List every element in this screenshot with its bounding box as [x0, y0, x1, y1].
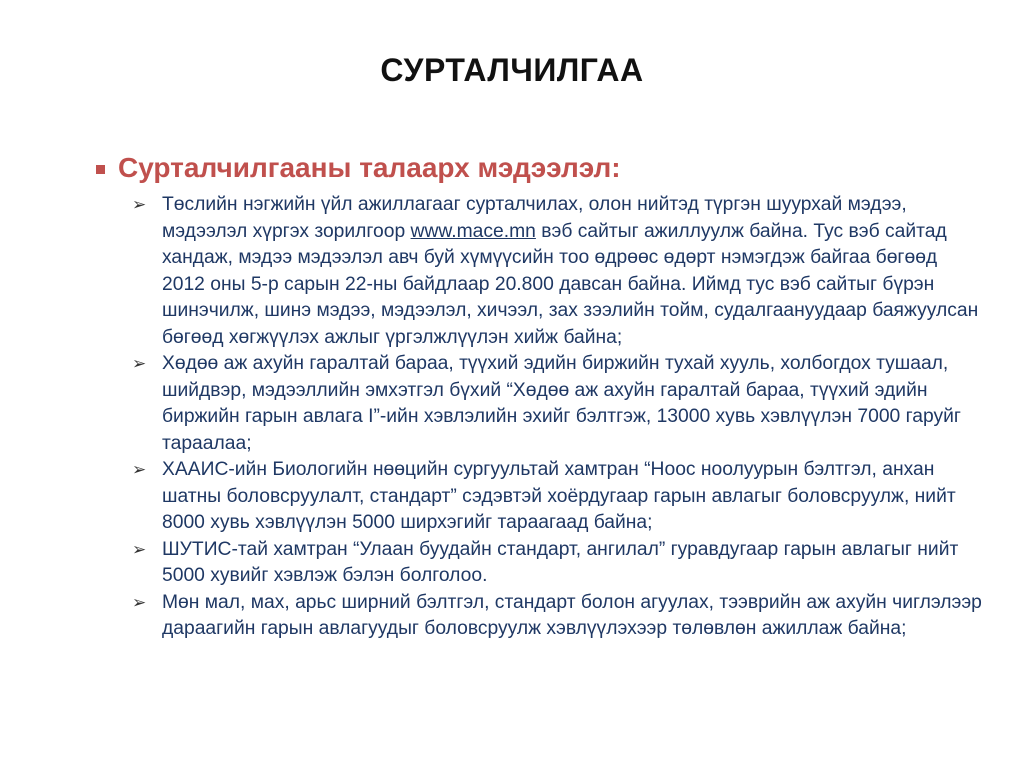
- list-item-text: ШУТИС-тай хамтран “Улаан буудайн стандарт, ангилал” гуравдугаар гарын авлагыг нийт 5000 хувийг хэвлэж бэлэн болголоо.: [162, 538, 959, 586]
- arrow-bullet-icon: ➢: [132, 592, 147, 612]
- list-item: [132, 457, 992, 537]
- list-item-text-before: Төслийн нэгжийн үйл ажиллагааг сурталчилах, олон нийтэд түргэн шуурхай мэдээ, мэдээлэл хүргэх зорилгоор: [162, 194, 907, 242]
- list-item-text-after: вэб сайтыг ажиллуулж байна. Тус вэб сайтад хандаж, мэдээ мэдээлэл авч буй хүмүүсийн тоо өдрөөс өдөрт нэмэгдэж байгаа бөгөөд 2012 оны 5-р сарын 22-ны байдлаар 20.800 давсан байна. Иймд тус вэб сайтыг бүрэн шинэчилж, шинэ мэдээ, мэдээлэл, хичээл, зах зээлийн тойм, судалгаануудаар баяжуулсан бөгөөд хөгжүүлэх ажлыг үргэлжлүүлэн хийж байна;: [162, 220, 979, 348]
- list-item: [132, 537, 992, 590]
- list-item: [132, 590, 992, 643]
- website-link[interactable]: www.mace.mn: [410, 220, 536, 242]
- section-heading-row: [96, 152, 621, 184]
- list-item: [132, 192, 992, 351]
- list-item-text: [162, 192, 982, 351]
- arrow-bullet-icon: ➢: [132, 195, 147, 214]
- list-item-text: ХААИС-ийн Биологийн нөөцийн сургуультай хамтран “Ноос ноолуурын бэлтгэл, анхан шатны боловсруулалт, стандарт” сэдэвтэй хоёрдугаар гарын авлагыг боловсруулж, нийт 8000 хувь хэвлүүлэн 5000 ширхэгийг тараагаад байна;: [162, 459, 956, 533]
- arrow-bullet-icon: ➢: [132, 460, 147, 479]
- bullet-list: [132, 192, 992, 643]
- list-item: [132, 351, 992, 457]
- list-item-text: Мөн мал, мах, арьс ширний бэлтгэл, стандарт болон агуулах, тээврийн аж ахуйн чиглэлээр дараагийн гарын авлагуудыг боловсруулж хэвлүүлэхээр төлөвлөн ажиллаж байна;: [162, 591, 982, 639]
- slide-title: СУРТАЛЧИЛГАА: [380, 52, 644, 88]
- square-bullet-icon: [96, 165, 105, 174]
- arrow-bullet-icon: ➢: [132, 354, 147, 373]
- arrow-bullet-icon: ➢: [132, 539, 147, 559]
- list-item-text: Хөдөө аж ахуйн гаралтай бараа, түүхий эдийн биржийн тухай хууль, холбогдох тушаал, шийдвэр, мэдээллийн эмхэтгэл бүхий “Хөдөө аж ахуйн гаралтай бараа, түүхий эдийн биржийн гарын авлага I”-ийн хэвлэлийн эхийг бэлтгэж, 13000 хувь хэвлүүлэн 7000 гаруйг тараалаа;: [162, 353, 961, 454]
- section-heading: Сурталчилгааны талаарх мэдээлэл:: [118, 152, 621, 183]
